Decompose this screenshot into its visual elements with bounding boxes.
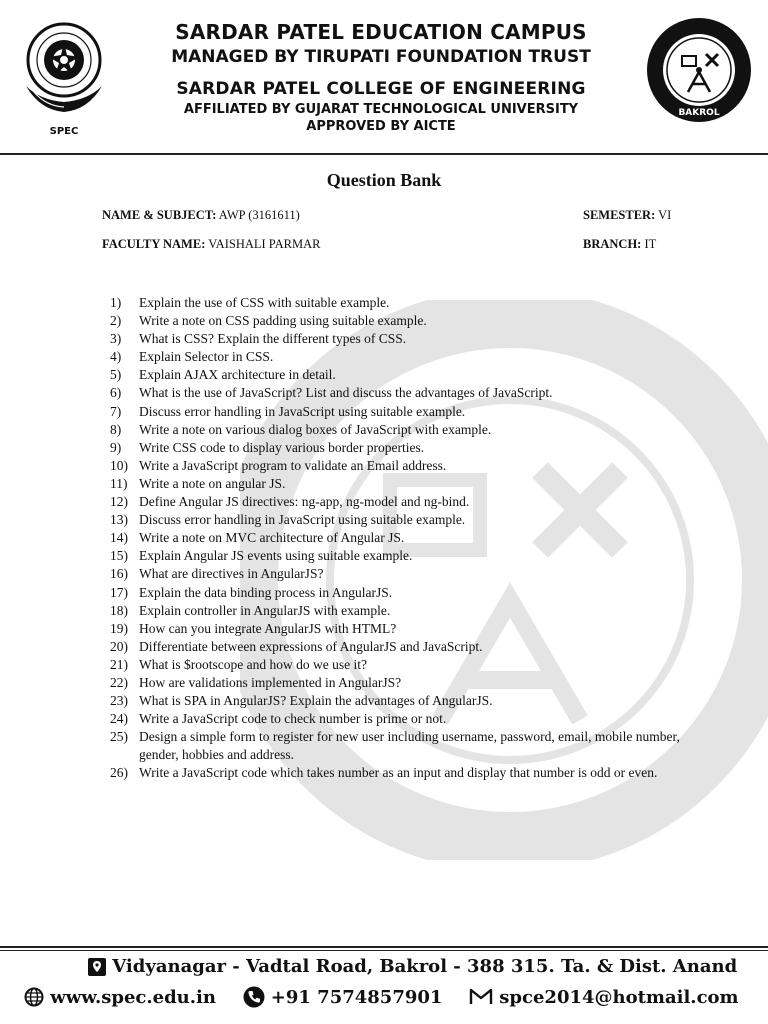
question-text: How can you integrate AngularJS with HTML? [139,620,397,636]
question-number: 7) [110,403,122,419]
question-number: 17) [110,584,128,600]
question-number: 1) [110,295,122,310]
trust-name: MANAGED BY TIRUPATI FOUNDATION TRUST [171,47,591,67]
college-name: SARDAR PATEL COLLEGE OF ENGINEERING [176,79,586,99]
faculty-value: VAISHALI PARMAR [208,237,321,251]
question-text: What is CSS? Explain the different types of CSS. [139,331,407,347]
question-item [110,764,680,782]
question-number: 13) [110,512,128,528]
question-item [110,584,680,602]
question-item [110,638,680,656]
phone-icon [243,986,265,1008]
branch-row [583,237,656,252]
question-item [110,529,680,547]
question-number: 12) [110,494,128,510]
question-number: 2) [110,313,122,329]
question-number: 26) [110,765,128,781]
question-item [110,457,680,475]
question-text: Write a note on CSS padding using suitable example. [139,313,427,329]
question-text: Explain Angular JS events using suitable example. [139,548,413,564]
question-text: Write a JavaScript program to validate an Email address. [139,457,447,473]
left-logo-label: SPEC [49,126,79,137]
affiliation: AFFILIATED BY GUJARAT TECHNOLOGICAL UNIVERSITY [183,102,579,117]
footer-website[interactable]: www.spec.edu.in [50,986,216,1008]
footer-divider-thin [0,950,768,951]
question-number: 18) [110,602,128,618]
question-text: What is $rootscope and how do we use it? [139,656,367,672]
question-number: 19) [110,620,128,636]
question-text: Discuss error handling in JavaScript using suitable example. [139,403,466,419]
question-text: Write a note on various dialog boxes of JavaScript with example. [139,421,492,437]
approval: APPROVED BY AICTE [306,119,456,134]
right-logo-label: BAKROL [678,108,720,118]
question-item [110,439,680,457]
question-number: 24) [110,711,128,727]
footer-address-row [88,956,737,977]
question-text: Write a JavaScript code which takes number as an input and display that number is odd or even. [139,765,658,781]
semester-label: SEMESTER: [583,208,656,222]
question-number: 9) [110,439,122,455]
question-number: 11) [110,475,128,491]
spec-logo-icon [14,14,114,144]
branch-label: BRANCH: [583,237,642,251]
branch-value: IT [644,237,657,251]
question-number: 25) [110,729,128,745]
question-list [110,294,680,783]
campus-name: SARDAR PATEL EDUCATION CAMPUS [175,20,587,44]
mail-icon [469,988,493,1006]
question-text: Explain AJAX architecture in detail. [139,367,336,383]
question-item [110,656,680,674]
question-number: 15) [110,548,128,564]
question-number: 5) [110,367,122,383]
question-text: Design a simple form to register for new user including username, password, email, mobile number, gender, hobbies and address. [139,729,680,763]
question-text: Explain the data binding process in AngularJS. [139,584,393,600]
institution-heading [118,18,644,135]
question-item [110,348,680,366]
question-text: Explain Selector in CSS. [139,349,274,365]
semester-value: VI [658,208,672,222]
question-text: Differentiate between expressions of AngularJS and JavaScript. [139,638,483,654]
question-item [110,493,680,511]
question-text: Write a JavaScript code to check number is prime or not. [139,711,447,727]
question-number: 6) [110,385,122,401]
question-text: What is SPA in AngularJS? Explain the advantages of AngularJS. [139,693,493,709]
question-number: 4) [110,349,122,365]
question-item [110,728,680,764]
question-item [110,294,680,312]
question-text: What is the use of JavaScript? List and discuss the advantages of JavaScript. [139,385,553,401]
faculty-row [102,237,320,252]
question-number: 10) [110,457,128,473]
semester-row [583,208,671,223]
question-item [110,692,680,710]
document-title: Question Bank [326,170,442,190]
question-item [110,475,680,493]
question-item [110,312,680,330]
question-text: What are directives in AngularJS? [139,566,324,582]
question-number: 8) [110,421,122,437]
question-number: 16) [110,566,128,582]
question-item [110,602,680,620]
question-text: Discuss error handling in JavaScript using suitable example. [139,512,466,528]
footer-address: Vidyanagar - Vadtal Road, Bakrol - 388 315. Ta. & Dist. Anand [112,956,738,977]
question-number: 3) [110,331,122,347]
question-text: How are validations implemented in AngularJS? [139,674,402,690]
question-item [110,330,680,348]
question-item [110,511,680,529]
name-subject-label: NAME & SUBJECT: [102,208,217,222]
question-number: 21) [110,656,128,672]
faculty-label: FACULTY NAME: [102,237,206,251]
question-text: Write CSS code to display various border properties. [139,439,425,455]
question-text: Write a note on angular JS. [139,475,286,491]
question-number: 22) [110,674,128,690]
footer-contact-row [24,986,739,1008]
location-pin-icon [88,958,106,976]
globe-icon [24,987,44,1007]
question-item [110,620,680,638]
question-item [110,674,680,692]
name-subject-row [102,208,300,223]
question-number: 20) [110,638,128,654]
letterhead [0,0,768,156]
question-number: 23) [110,693,128,709]
question-number: 14) [110,530,128,546]
footer-divider [0,946,768,948]
header-divider [0,153,768,155]
question-item [110,710,680,728]
question-item [110,384,680,402]
footer [0,952,768,1024]
question-item [110,547,680,565]
college-seal-icon [644,14,754,126]
question-text: Define Angular JS directives: ng-app, ng-model and ng-bind. [139,494,470,510]
name-subject-value: AWP (3161611) [218,208,300,222]
question-item [110,421,680,439]
question-text: Explain controller in AngularJS with example. [139,602,391,618]
question-item [110,366,680,384]
question-text: Explain the use of CSS with suitable example. [139,295,390,310]
question-item [110,403,680,421]
footer-phone[interactable]: +91 7574857901 [270,986,443,1008]
question-item [110,565,680,583]
question-text: Write a note on MVC architecture of Angular JS. [139,530,405,546]
footer-email[interactable]: spce2014@hotmail.com [499,986,739,1008]
